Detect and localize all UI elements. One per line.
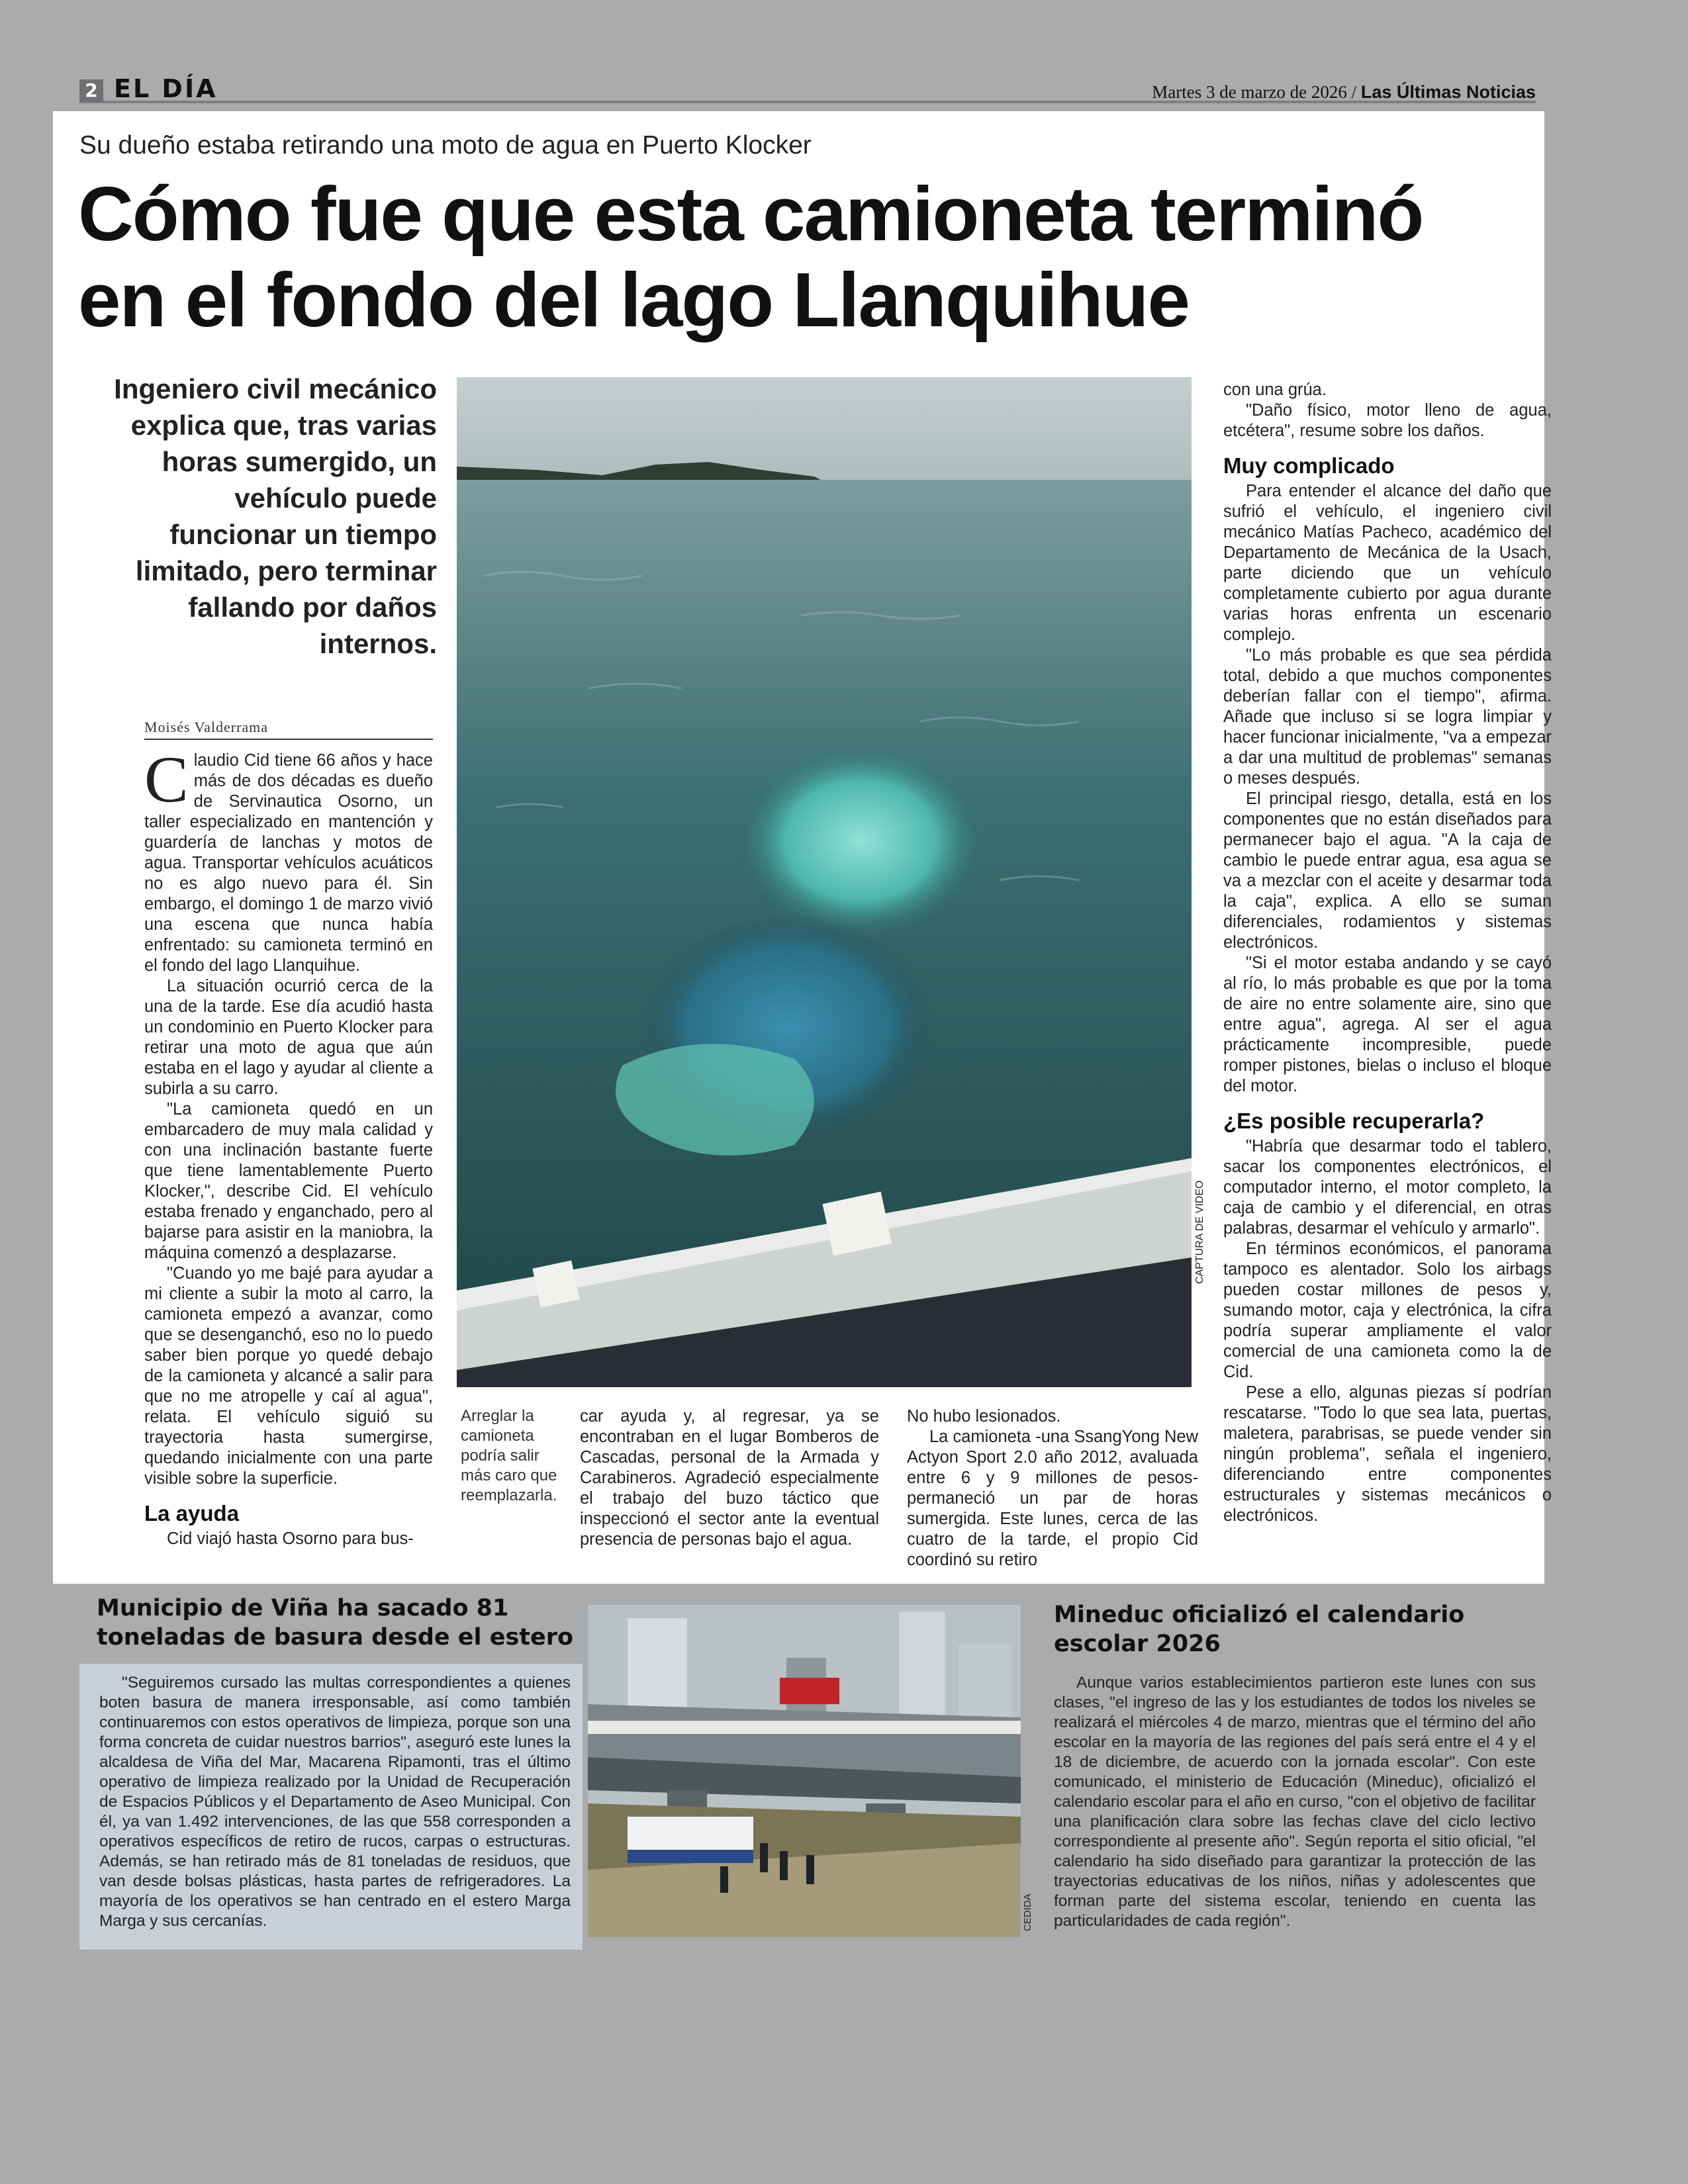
estero-cleanup-photo: [588, 1605, 1021, 1937]
paragraph-9: Para entender el alcance del daño que sufrió el vehículo, el ingeniero civil mecánico Matías Pacheco, académico del Departamento de Mecánica de la Usach, parte diciendo que un vehículo completamente cubierto por agua durante varias horas enfrenta un escenario complejo.: [1223, 482, 1552, 644]
brief-mineduc-title: Mineduc oficializó el calendario escolar 2026: [1054, 1602, 1465, 1657]
paragraph-5a: Cid viajó hasta Osorno para bus-: [167, 1529, 414, 1548]
submerged-truck-photo: [457, 377, 1192, 1387]
photo-credit: CAPTURA DE VIDEO: [1194, 1180, 1205, 1284]
page-number: 2: [79, 79, 103, 102]
subhead-muy-complicado: Muy complicado: [1223, 453, 1395, 478]
photo-caption: Arreglar la camioneta podría salir más caro que reemplazarla.: [461, 1407, 557, 1504]
paragraph-2: La situación ocurrió cerca de la una de la tarde. Ese día acudió hasta un condominio en Puerto Klocker para retirar una moto de agua que aún estaba en el lago y ayudar al cliente a subirla a su carro.: [144, 977, 433, 1098]
section-name: EL DÍA: [114, 74, 218, 103]
article-column-2: [580, 1406, 879, 1550]
paragraph-13: "Habría que desarmar todo el tablero, sacar los componentes electrónicos, el computador interno, el motor completo, la caja de cambio y el diferencial, en otras palabras, desarmar el vehículo y armarlo".: [1223, 1137, 1552, 1238]
subhead-recuperarla: ¿Es posible recuperarla?: [1223, 1109, 1485, 1133]
paragraph-12: "Si el motor estaba andando y se cayó al río, lo más probable es que por la toma de aire no entre solamente aire, sino que entre agua", agrega. Al ser el agua prácticamente incompresible, puede romper pistones, bielas o incluso el bloque del motor.: [1223, 954, 1552, 1095]
header-date: Martes 3 de marzo de 2026 /: [1152, 82, 1357, 102]
article-kicker: Su dueño estaba retirando una moto de agua en Puerto Klocker: [79, 131, 812, 159]
paragraph-8: "Daño físico, motor lleno de agua, etcétera", resume sobre los daños.: [1223, 401, 1552, 440]
publication-name: Las Últimas Noticias: [1360, 82, 1536, 102]
paragraph-15: Pese a ello, algunas piezas sí podrían rescatarse. "Todo lo que sea lata, puertas, maletera, parabrisas, se puede vender sin ningún problema", señala el ingeniero, diferenciando entre componentes estructurales y sistemas mecánicos o electrónicos.: [1223, 1383, 1552, 1525]
paragraph-14: En términos económicos, el panorama tampoco es alentador. Solo los airbags pueden costar millones de pesos y, sumando motor, caja y electrónica, la cifra podría superar ampliamente el valor comercial de una camioneta como la de Cid.: [1223, 1240, 1552, 1381]
brief-mineduc-body: [1054, 1673, 1536, 1931]
article-headline: [78, 171, 1468, 343]
brief-vina-paragraph: "Seguiremos cursado las multas correspondientes a quienes boten basura de manera irresponsable, así como también continuaremos con estos operativos de limpieza, porque son una forma concreta de cuidar nuestros barrios", aseguró este lunes la alcaldesa de Viña del Mar, Macarena Ripamonti, tras el último operativo de limpieza realizado por la Unidad de Recuperación de Espacios Públicos y el Departamento de Aseo Municipal. Con él, ya van 1.492 intervenciones, de las que 558 corresponden a operativos específicos de retiro de rucos, carpas o estructuras. Además, se han retirado más de 81 toneladas de residuos, que van desde bolsas plásticas, hasta partes de refrigeradores. La mayoría de los operativos se han centrado en el estero Marga Marga y sus cercanías.: [99, 1674, 571, 1930]
headline-line-1: Cómo fue que esta camioneta terminó: [78, 171, 1423, 257]
paragraph-7b: con una grúa.: [1223, 381, 1327, 399]
bridge-photo-illustration: [588, 1605, 1021, 1937]
lake-photo-illustration: [457, 377, 1192, 1387]
photo2-credit: CEDIDA: [1022, 1893, 1033, 1931]
paragraph-6: No hubo lesionados.: [907, 1407, 1061, 1426]
paragraph-4: "Cuando yo me bajé para ayudar a mi cliente a subir la moto al carro, la camioneta empezó a avanzar, como que se desenganchó, eso no lo puedo saber bien porque yo quedé debajo de la camioneta y alcancé a salir para que no me atropelle y caí al agua", relata. El vehículo siguió su trayectoria hasta sumergirse, quedando inicialmente con una parte visible sobre la superficie.: [144, 1264, 433, 1488]
paragraph-3: "La camioneta quedó en un embarcadero de muy mala calidad y con una inclinación bastante fuerte que tiene lamentablemente Puerto Klocker,", describe Cid. El vehículo estaba frenado y enganchado, pero al bajarse para asistir en la maniobra, la máquina comenzó a desplazarse.: [144, 1100, 433, 1262]
article-column-1: [144, 743, 433, 1549]
drop-cap: C: [144, 743, 189, 816]
article-column-3: [907, 1406, 1198, 1570]
brief-vina-title: Municipio de Viña ha sacado 81 toneladas de basura desde el estero: [97, 1595, 574, 1651]
subhead-la-ayuda: La ayuda: [144, 1501, 240, 1525]
article-lead: Ingeniero civil mecánico explica que, tras varias horas sumergido, un vehículo puede funcionar un tiempo limitado, pero terminar fallando por daños internos.: [114, 373, 437, 659]
paragraph-1: laudio Cid tiene 66 años y hace más de dos décadas es dueño de Servinautica Osorno, un taller especializado en mantención y guardería de lanchas y motos de agua. Transportar vehículos acuáticos no es algo nuevo para él. Sin embargo, el domingo 1 de marzo vivió una escena que nunca había enfrentado: su camioneta terminó en el fondo del lago Llanquihue.: [144, 751, 433, 975]
paragraph-5b: car ayuda y, al regresar, ya se encontraban en el lugar Bomberos de Cascadas, personal de la Armada y Carabineros. Agradeció especialmente el trabajo del buzo táctico que inspeccionó el sector ante la eventual presencia de personas bajo el agua.: [580, 1407, 879, 1549]
article-column-4: [1223, 380, 1552, 1526]
brief-mineduc-paragraph: Aunque varios establecimientos partieron este lunes con sus clases, "el ingreso de las y los estudiantes de todos los niveles se realizará el miércoles 4 de marzo, mientras que el término del año escolar en la mayoría de las regiones del país será entre el 4 y el 18 de diciembre, de acuerdo con la jornada escolar". Con este comunicado, el ministerio de Educación (Mineduc), oficializó el calendario escolar para el año en curso, "con el objetivo de facilitar una planificación clara sobre las fechas clave del ciclo lectivo correspondiente al presente año". Según reporta el sitio oficial, "el calendario ha sido diseñado para garantizar la protección de las trayectorias educativas de los niños, niñas y adolescentes que forman parte del sistema escolar, teniendo en cuenta las particularidades de cada región".: [1054, 1674, 1536, 1930]
headline-line-2: en el fondo del lago Llanquihue: [78, 257, 1189, 343]
header-dateline: [1152, 82, 1536, 103]
paragraph-11: El principal riesgo, detalla, está en los componentes que no están diseñados para permanecer bajo el agua. "A la caja de cambio le puede entrar agua, esa agua se va a mezclar con el aceite y desarmar toda la caja", explica. A ello se suman diferenciales, rodamientos y sistemas electrónicos.: [1223, 790, 1552, 952]
paragraph-7: La camioneta -una SsangYong New Actyon Sport 2.0 año 2012, avaluada entre 6 y 9 millones de pesos- permaneció un par de horas sumergida. Este lunes, cerca de las cuatro de la tarde, el propio Cid coordinó su retiro: [907, 1428, 1198, 1569]
paragraph-10: "Lo más probable es que sea pérdida total, debido a que muchos componentes deberían fallar con el tiempo", afirma. Añade que incluso si se logra limpiar y hacer funcionar inicialmente, "va a empezar a dar una multitud de problemas" semanas o meses después.: [1223, 646, 1552, 788]
brief-vina-body: [99, 1673, 571, 1931]
byline: Moisés Valderrama: [144, 719, 433, 740]
